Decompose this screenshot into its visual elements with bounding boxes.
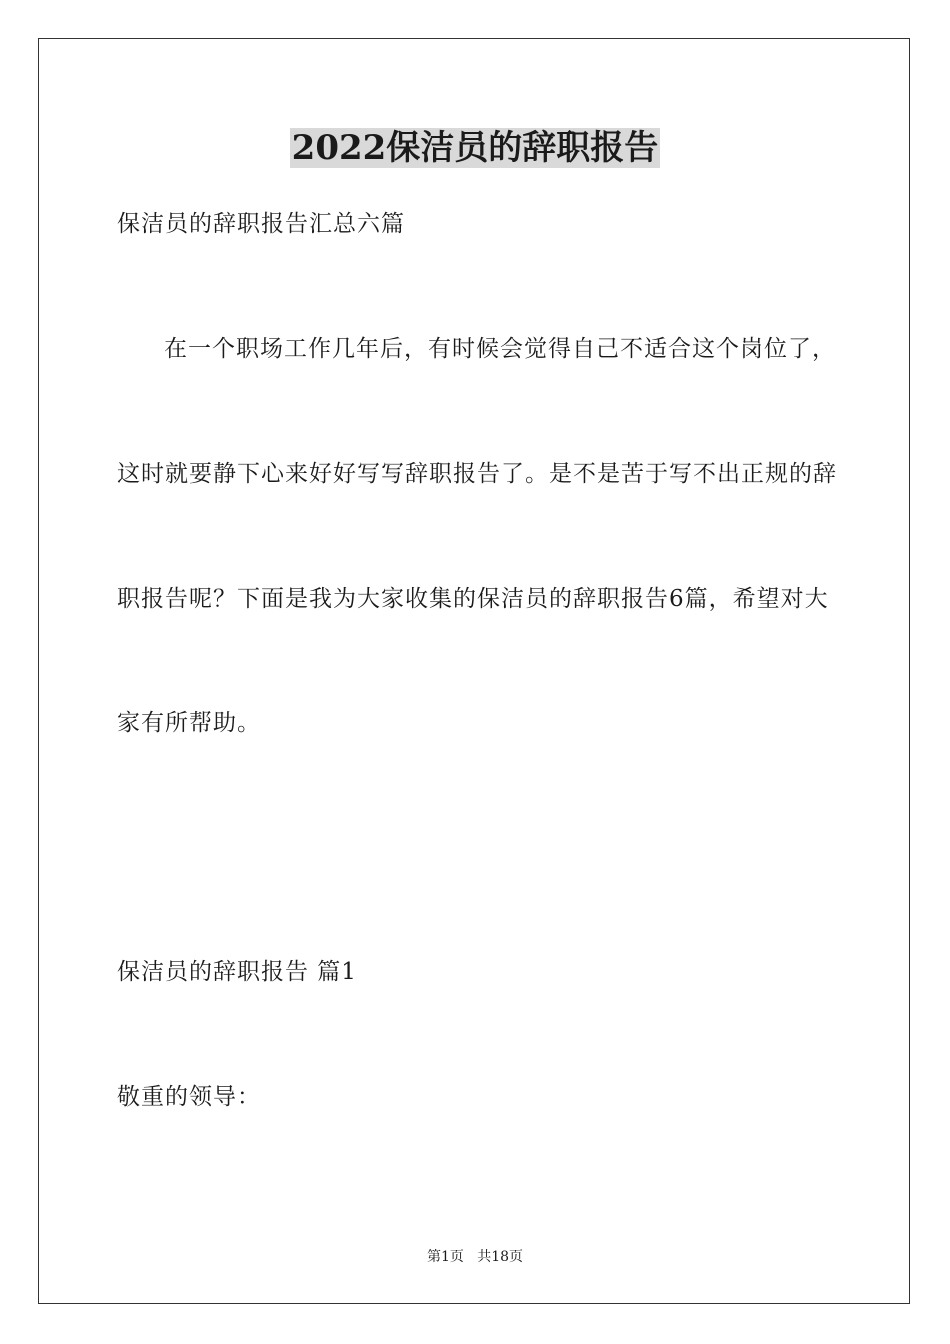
intro-line-2: 这时就要静下心来好好写写辞职报告了。是不是苦于写不出正规的辞 bbox=[117, 461, 837, 487]
section-heading: 保洁员的辞职报告 篇1 bbox=[117, 959, 357, 985]
document-title bbox=[0, 126, 950, 170]
intro-line-1: 在一个职场工作几年后，有时候会觉得自己不适合这个岗位了， bbox=[164, 336, 836, 362]
intro-line-3: 职报告呢？下面是我为大家收集的保洁员的辞职报告6篇，希望对大 bbox=[117, 586, 829, 612]
subtitle: 保洁员的辞职报告汇总六篇 bbox=[117, 211, 405, 237]
salutation: 敬重的领导： bbox=[117, 1084, 261, 1110]
intro-line-4: 家有所帮助。 bbox=[117, 710, 261, 736]
page-number-footer: 第1页 共18页 bbox=[426, 1249, 524, 1265]
title-text: 2022保洁员的辞职报告 bbox=[291, 128, 659, 168]
